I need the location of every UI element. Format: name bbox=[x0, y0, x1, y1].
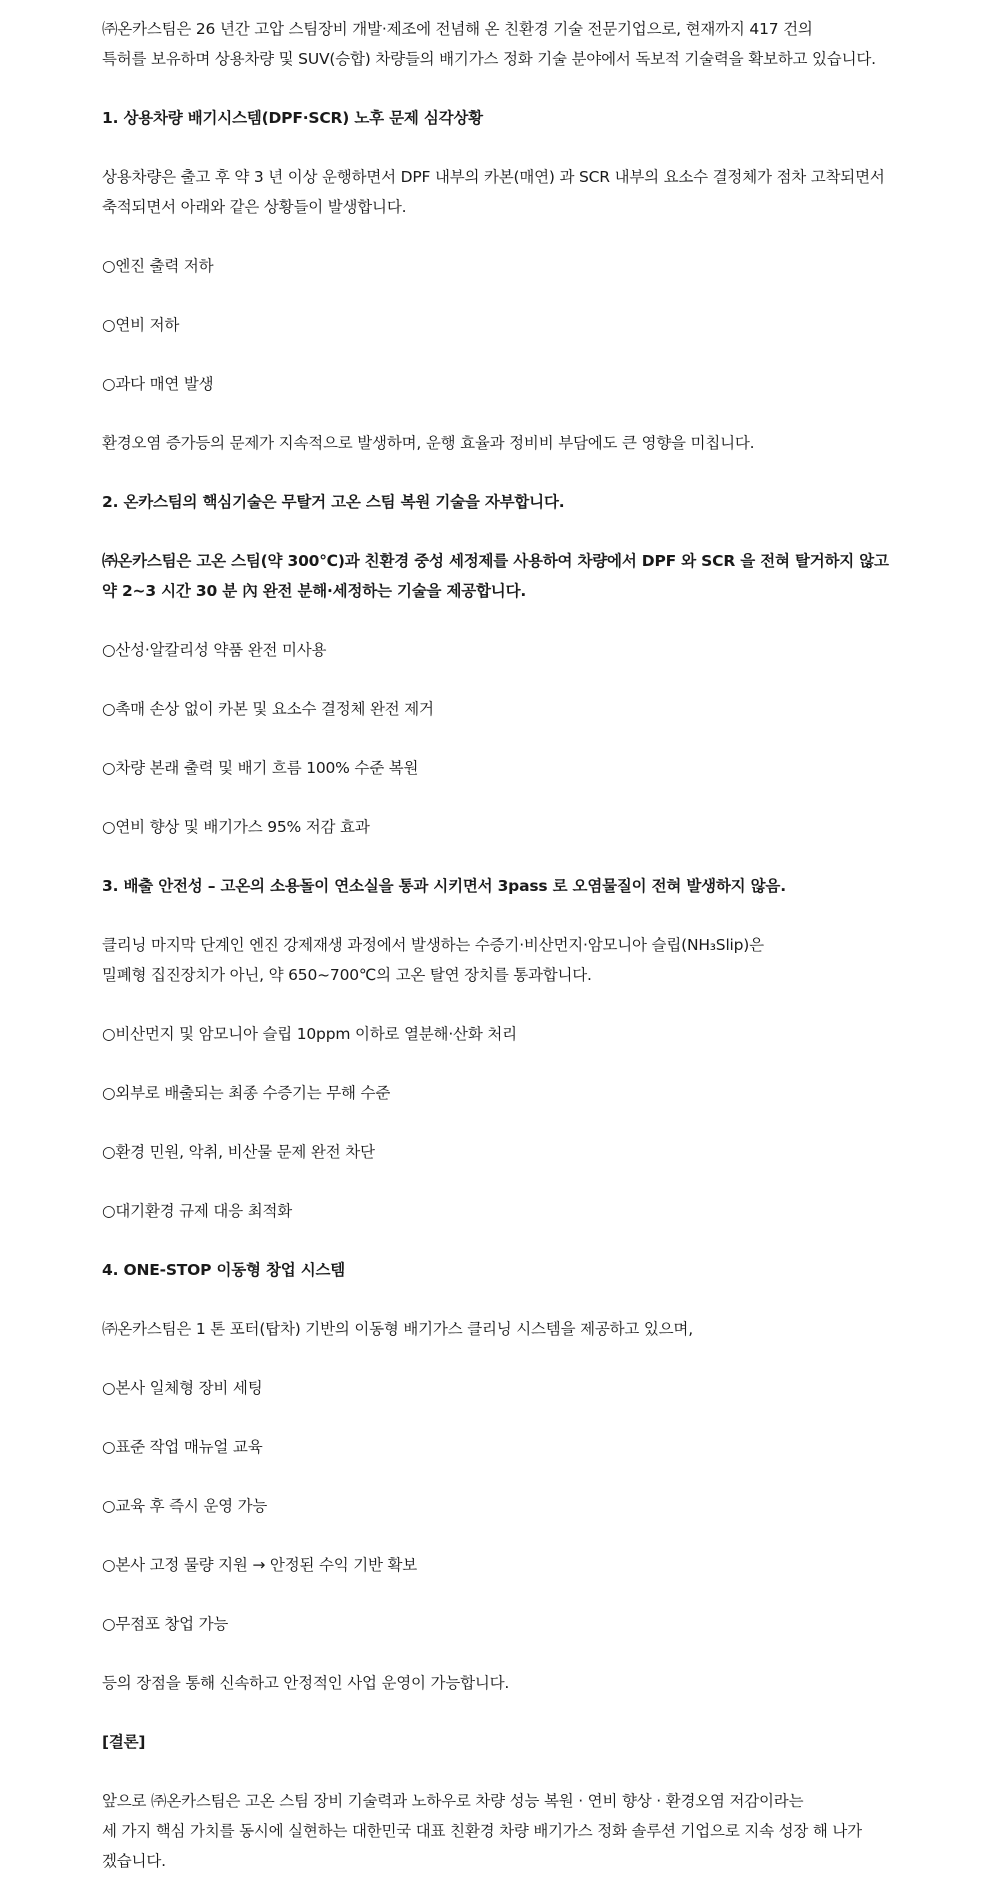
list-item: ○연비 향상 및 배기가스 95% 저감 효과 bbox=[102, 818, 370, 836]
list-item: ○외부로 배출되는 최종 수증기는 무해 수준 bbox=[102, 1084, 391, 1102]
intro-paragraph bbox=[102, 14, 940, 74]
list-item: ○연비 저하 bbox=[102, 316, 180, 334]
intro-line: 특허를 보유하며 상용차량 및 SUV(승합) 차량들의 배기가스 정화 기술 분야에서 독보적 기술력을 확보하고 있습니다. bbox=[102, 50, 876, 68]
conclusion-body bbox=[102, 1786, 940, 1876]
section-1-closing: 환경오염 증가등의 문제가 지속적으로 발생하며, 운행 효율과 정비비 부담에도 큰 영향을 미칩니다. bbox=[102, 434, 755, 452]
section-1-heading: 1. 상용차량 배기시스템(DPF·SCR) 노후 문제 심각상황 bbox=[102, 109, 483, 127]
paragraph-line: 세 가지 핵심 가치를 동시에 실현하는 대한민국 대표 친환경 차량 배기가스 정화 솔루션 기업으로 지속 성장 해 나가 bbox=[102, 1822, 862, 1840]
list-item: ○산성·알칼리성 약품 완전 미사용 bbox=[102, 641, 327, 659]
list-item: ○비산먼지 및 암모니아 슬립 10ppm 이하로 열분해·산화 처리 bbox=[102, 1025, 517, 1043]
list-item: ○본사 일체형 장비 세팅 bbox=[102, 1379, 263, 1397]
list-item: ○과다 매연 발생 bbox=[102, 375, 214, 393]
list-item: ○표준 작업 매뉴얼 교육 bbox=[102, 1438, 263, 1456]
list-item: ○본사 고정 물량 지원 → 안정된 수익 기반 확보 bbox=[102, 1556, 418, 1574]
section-4-lead: ㈜온카스팀은 1 톤 포터(탑차) 기반의 이동형 배기가스 클리닝 시스템을 제공하고 있으며, bbox=[102, 1320, 693, 1338]
section-1-body bbox=[102, 162, 940, 222]
section-3-body bbox=[102, 930, 940, 990]
paragraph-line: ㈜온카스팀은 고온 스팀(약 300℃)과 친환경 중성 세정제를 사용하여 차량에서 DPF 와 SCR 을 전혀 탈거하지 않고 bbox=[102, 552, 889, 570]
section-2-lead bbox=[102, 546, 940, 606]
list-item: ○교육 후 즉시 운영 가능 bbox=[102, 1497, 268, 1515]
paragraph-line: 축적되면서 아래와 같은 상황들이 발생합니다. bbox=[102, 198, 407, 216]
list-item: ○무점포 창업 가능 bbox=[102, 1615, 229, 1633]
section-3-heading: 3. 배출 안전성 – 고온의 소용돌이 연소실을 통과 시키면서 3pass 로 오염물질이 전혀 발생하지 않음. bbox=[102, 877, 786, 895]
paragraph-line: 클리닝 마지막 단계인 엔진 강제재생 과정에서 발생하는 수증기·비산먼지·암모니아 슬립(NH₃Slip)은 bbox=[102, 936, 764, 954]
conclusion-heading: [결론] bbox=[102, 1733, 146, 1751]
section-2-heading: 2. 온카스팀의 핵심기술은 무탈거 고온 스팀 복원 기술을 자부합니다. bbox=[102, 493, 565, 511]
list-item: ○차량 본래 출력 및 배기 흐름 100% 수준 복원 bbox=[102, 759, 419, 777]
intro-line: ㈜온카스팀은 26 년간 고압 스팀장비 개발·제조에 전념해 온 친환경 기술 전문기업으로, 현재까지 417 건의 bbox=[102, 20, 813, 38]
list-item: ○엔진 출력 저하 bbox=[102, 257, 214, 275]
paragraph-line: 약 2~3 시간 30 분 內 완전 분해·세정하는 기술을 제공합니다. bbox=[102, 582, 527, 600]
list-item: ○촉매 손상 없이 카본 및 요소수 결정체 완전 제거 bbox=[102, 700, 434, 718]
section-4-closing: 등의 장점을 통해 신속하고 안정적인 사업 운영이 가능합니다. bbox=[102, 1674, 510, 1692]
paragraph-line: 밀폐형 집진장치가 아닌, 약 650~700℃의 고온 탈연 장치를 통과합니다. bbox=[102, 966, 592, 984]
paragraph-line: 앞으로 ㈜온카스팀은 고온 스팀 장비 기술력과 노하우로 차량 성능 복원 · 연비 향상 · 환경오염 저감이라는 bbox=[102, 1792, 804, 1810]
list-item: ○환경 민원, 악취, 비산물 문제 완전 차단 bbox=[102, 1143, 375, 1161]
list-item: ○대기환경 규제 대응 최적화 bbox=[102, 1202, 293, 1220]
section-4-heading: 4. ONE-STOP 이동형 창업 시스템 bbox=[102, 1261, 346, 1279]
paragraph-line: 상용차량은 출고 후 약 3 년 이상 운행하면서 DPF 내부의 카본(매연) 과 SCR 내부의 요소수 결정체가 점차 고착되면서 bbox=[102, 168, 885, 186]
paragraph-line: 겠습니다. bbox=[102, 1852, 166, 1870]
